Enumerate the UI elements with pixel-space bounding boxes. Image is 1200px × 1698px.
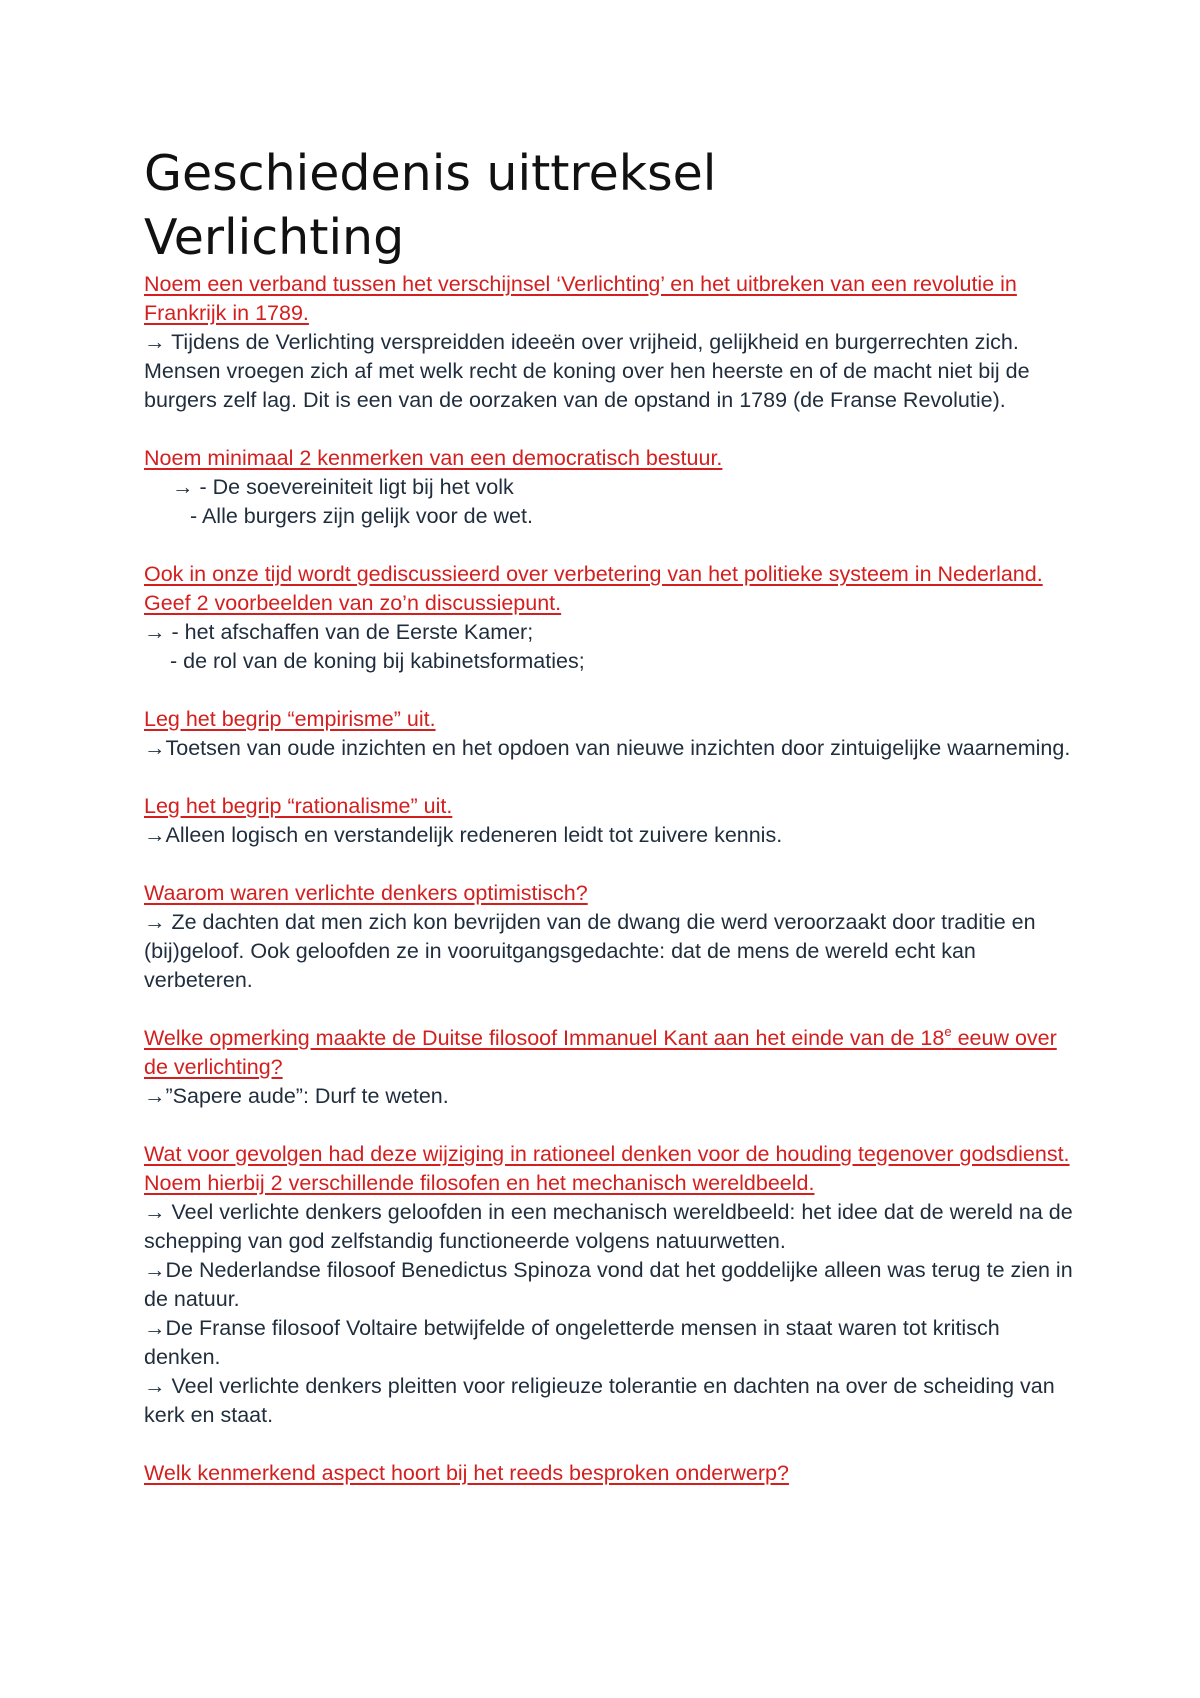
question-7-part-1: Welke opmerking maakte de Duitse filosoof Immanuel Kant aan het einde van de 18 bbox=[144, 1026, 945, 1050]
question-7 bbox=[144, 1024, 1080, 1082]
qa-block-5 bbox=[144, 792, 1080, 850]
qa-block-6 bbox=[144, 879, 1080, 995]
question-3: Ook in onze tijd wordt gediscussieerd over verbetering van het politieke systeem in Nederland. Geef 2 voorbeelden van zo’n discussiepunt. bbox=[144, 562, 1043, 615]
answer-1: → Tijdens de Verlichting verspreidden ideeën over vrijheid, gelijkheid en burgerrechten zich. Mensen vroegen zich af met welk recht de koning over hen heerste en of de macht niet bij de burgers zelf lag. Dit is een van de oorzaken van de opstand in 1789 (de Franse Revolutie). bbox=[144, 330, 1030, 412]
ordinal-superscript: e bbox=[944, 1024, 952, 1039]
qa-block-8 bbox=[144, 1140, 1080, 1430]
question-2: Noem minimaal 2 kenmerken van een democratisch bestuur. bbox=[144, 446, 723, 470]
document-title bbox=[144, 142, 1080, 270]
qa-block-7 bbox=[144, 1024, 1080, 1111]
qa-block-3 bbox=[144, 560, 1080, 676]
qa-block-1 bbox=[144, 270, 1080, 415]
answer-3-line-2: - de rol van de koning bij kabinetsformaties; bbox=[170, 649, 585, 673]
question-5: Leg het begrip “rationalisme” uit. bbox=[144, 794, 453, 818]
qa-block-2 bbox=[144, 444, 1080, 531]
answer-2-line-2: - Alle burgers zijn gelijk voor de wet. bbox=[190, 504, 533, 528]
answer-8-line-3: →De Franse filosoof Voltaire betwijfelde of ongeletterde mensen in staat waren tot kritisch denken. bbox=[144, 1316, 1000, 1369]
answer-7: →”Sapere aude”: Durf te weten. bbox=[144, 1084, 449, 1108]
question-6: Waarom waren verlichte denkers optimistisch? bbox=[144, 881, 588, 905]
answer-8-line-4: → Veel verlichte denkers pleitten voor religieuze tolerantie en dachten na over de scheiding van kerk en staat. bbox=[144, 1374, 1055, 1427]
answer-5: →Alleen logisch en verstandelijk redeneren leidt tot zuivere kennis. bbox=[144, 823, 783, 847]
answer-6: → Ze dachten dat men zich kon bevrijden van de dwang die werd veroorzaakt door traditie en (bij)geloof. Ook geloofden ze in vooruitgangsgedachte: dat de mens de wereld echt kan verbeteren. bbox=[144, 910, 1036, 992]
question-9: Welk kenmerkend aspect hoort bij het reeds besproken onderwerp? bbox=[144, 1461, 789, 1485]
question-8: Wat voor gevolgen had deze wijziging in rationeel denken voor de houding tegenover godsdienst. Noem hierbij 2 verschillende filosofen en het mechanisch wereldbeeld. bbox=[144, 1142, 1070, 1195]
answer-4: →Toetsen van oude inzichten en het opdoen van nieuwe inzichten door zintuigelijke waarneming. bbox=[144, 736, 1071, 760]
answer-8-line-2: →De Nederlandse filosoof Benedictus Spinoza vond dat het goddelijke alleen was terug te zien in de natuur. bbox=[144, 1258, 1073, 1311]
title-line-2: Verlichting bbox=[144, 209, 405, 266]
answer-2-line-1: → - De soevereiniteit ligt bij het volk bbox=[172, 475, 514, 499]
qa-block-9 bbox=[144, 1459, 1080, 1488]
question-7-part-2: eeuw over de verlichting? bbox=[144, 1026, 1057, 1079]
answer-3-line-1: → - het afschaffen van de Eerste Kamer; bbox=[144, 620, 534, 644]
question-1: Noem een verband tussen het verschijnsel ‘Verlichting’ en het uitbreken van een revolutie in Frankrijk in 1789. bbox=[144, 272, 1017, 325]
qa-block-4 bbox=[144, 705, 1080, 763]
question-4: Leg het begrip “empirisme” uit. bbox=[144, 707, 436, 731]
title-line-1: Geschiedenis uittreksel bbox=[144, 145, 717, 202]
answer-8-line-1: → Veel verlichte denkers geloofden in een mechanisch wereldbeeld: het idee dat de wereld na de schepping van god zelfstandig functioneerde volgens natuurwetten. bbox=[144, 1200, 1073, 1253]
